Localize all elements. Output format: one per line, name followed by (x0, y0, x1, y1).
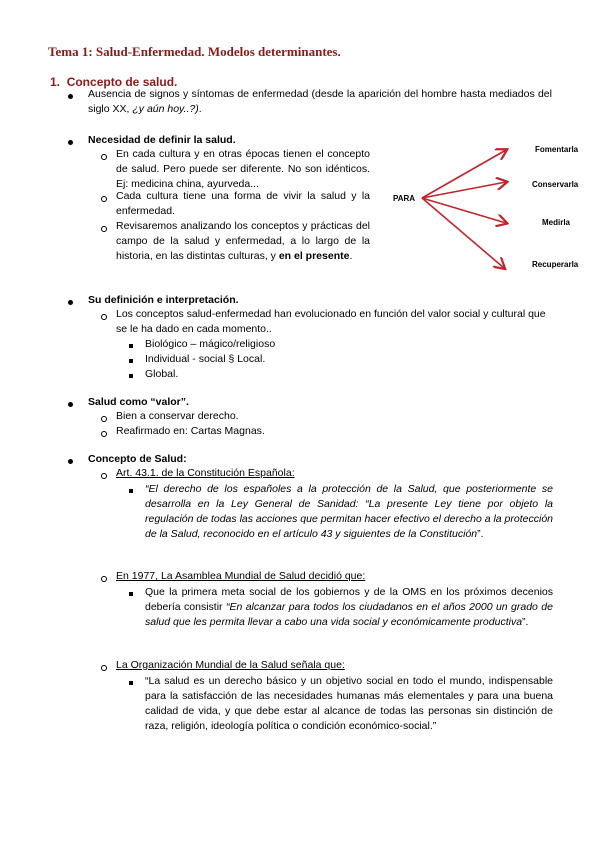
circle-bullet (101, 226, 107, 232)
para-diagram (380, 135, 600, 275)
square-bullet (129, 374, 133, 378)
circle-bullet (101, 314, 107, 320)
diagram-source-label: PARA (393, 194, 416, 203)
circle-bullet (101, 196, 107, 202)
definicion-text: Los conceptos salud-enfermedad han evolucionado en función del valor social y cultural que se le ha dado en cada momento.. (116, 308, 546, 335)
bullet-dot (68, 140, 73, 145)
valor-item: Reafirmado en: Cartas Magnas. (116, 425, 265, 437)
square-bullet (129, 489, 133, 493)
bullet-dot (68, 459, 73, 464)
arrow-recuperarla (422, 198, 504, 268)
definicion-list-item: Global. (145, 368, 179, 380)
concepto-heading: Concepto de Salud: (88, 453, 187, 465)
diagram-target-conservarla: Conservarla (532, 180, 579, 189)
oms-text: “La salud es un derecho básico y un objetivo social en todo el mundo, indispensable para la satisfacción de las necesidades humanas más elementales y para una buena calidad de vida, y que debe estar al alcance de todas las personas sin distinción de raza, religión, ideología política o condición económico-social.” (145, 675, 553, 732)
diagram-target-medirla: Medirla (542, 218, 571, 227)
necesidad-item: Revisaremos analizando los conceptos y prácticas del campo de la salud y enfermedad, a lo largo de la historia, en las distintas culturas, y en el presente. (116, 220, 370, 262)
necesidad-heading: Necesidad de definir la salud. (88, 134, 236, 146)
bullet-dot (68, 300, 73, 305)
circle-bullet (101, 154, 107, 160)
diagram-target-fomentarla: Fomentarla (535, 145, 579, 154)
circle-bullet (101, 416, 107, 422)
bullet-dot (68, 402, 73, 407)
valor-item: Bien a conservar derecho. (116, 410, 239, 422)
necesidad-item: Cada cultura tiene una forma de vivir la salud y la enfermedad. (116, 190, 370, 217)
definicion-heading: Su definición e interpretación. (88, 294, 239, 306)
art-quote: “El derecho de los españoles a la protección de la Salud, que posteriormente se desarrolla en la Ley General de Sanidad: “La presente Ley tiene por objeto la regulación de todas las acciones que permitan hacer efectivo el derecho a la protección de la Salud, reconocido en el artículo 43 y siguientes de la Constitución”. (145, 483, 553, 540)
bullet-dot (68, 94, 73, 99)
asamblea-title: En 1977, La Asamblea Mundial de Salud decidió que: (116, 570, 366, 582)
circle-bullet (101, 665, 107, 671)
arrow-medirla (422, 198, 506, 223)
definicion-list-item: Individual - social § Local. (145, 353, 266, 365)
oms-title: La Organización Mundial de la Salud señala que: (116, 659, 345, 671)
square-bullet (129, 344, 133, 348)
valor-heading: Salud como “valor”. (88, 396, 189, 408)
circle-bullet (101, 431, 107, 437)
document-title: Tema 1: Salud-Enfermedad. Modelos determinantes. (48, 44, 341, 59)
diagram-target-recuperarla: Recuperarla (532, 260, 579, 269)
definicion-list-item: Biológico – mágico/religioso (145, 338, 276, 350)
square-bullet (129, 592, 133, 596)
square-bullet (129, 359, 133, 363)
circle-bullet (101, 576, 107, 582)
section-title: Concepto de salud. (66, 75, 178, 89)
section-number: 1. (50, 75, 61, 89)
square-bullet (129, 681, 133, 685)
circle-bullet (101, 473, 107, 479)
art-title: Art. 43.1. de la Constitución Española: (116, 467, 295, 479)
intro-paragraph: Ausencia de signos y síntomas de enfermedad (desde la aparición del hombre hasta mediados del siglo XX, ¿y aún hoy..?). (88, 88, 552, 115)
necesidad-item: En cada cultura y en otras épocas tienen el concepto de salud. Pero puede ser diferente. No son idénticos. Ej: medicina china, ayurveda... (116, 148, 370, 190)
asamblea-text: Que la primera meta social de los gobiernos y de la OMS en los próximos decenios debería consistir “En alcanzar para todos los ciudadanos en el años 2000 un grado de salud que les permita llevar a cabo una vida social y económicamente productiva”. (145, 586, 553, 628)
